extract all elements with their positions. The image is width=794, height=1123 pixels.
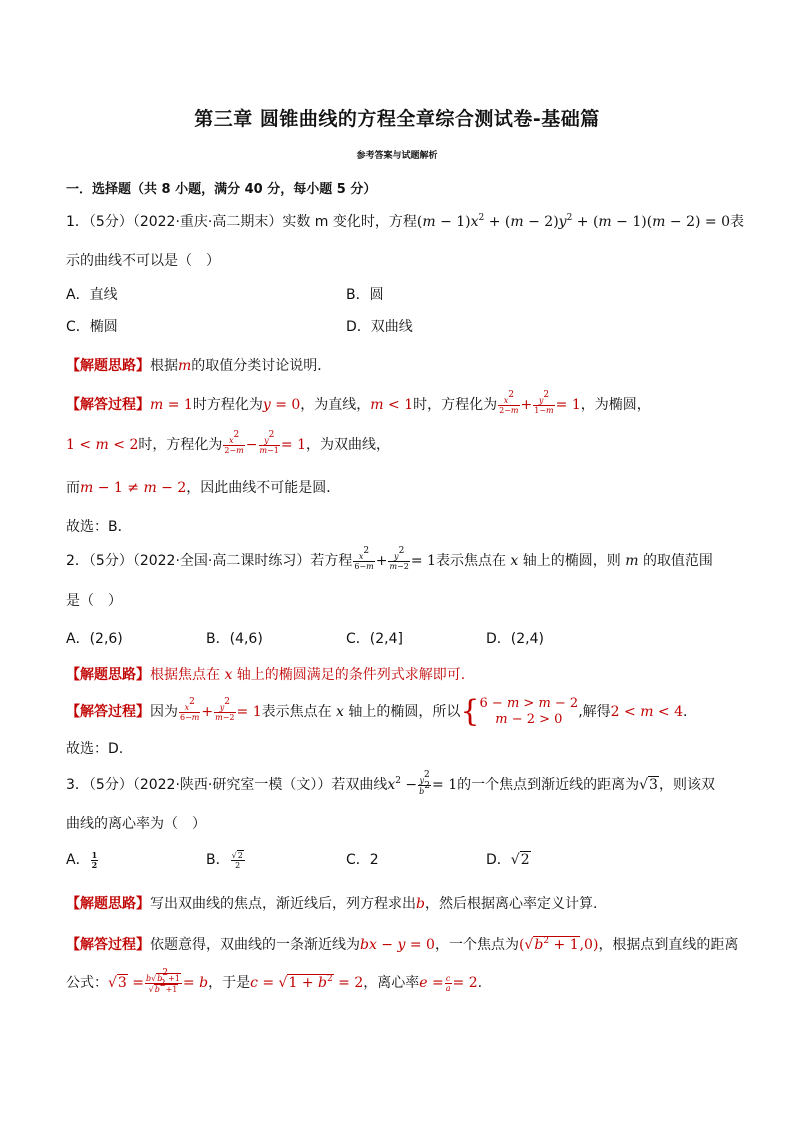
- q1-option-d: D．双曲线: [346, 319, 413, 335]
- q1-p3-a: 而: [66, 480, 80, 496]
- q2-stem-b: 表示焦点在: [435, 553, 506, 569]
- q3-option-b: B． $\frac{√2}{2}$: [206, 850, 243, 870]
- q2-process-a: 因为: [150, 704, 178, 720]
- q1-p1-a: 时方程化为: [192, 397, 263, 413]
- q1-p1-b: ，为直线，: [300, 397, 371, 413]
- q1-process-line2: 1 < m < 2时，方程化为 $\frac{x^2}{2-m}$ − $\frac{y^2}{m-1}$ = 1，为双曲线，: [66, 430, 390, 455]
- q3-thinking: 【解题思路】写出双曲线的焦点，渐近线后，列方程求出b，然后根据离心率定义计算.: [66, 896, 598, 912]
- q1-stem-a: 1．（5分）（2022·重庆·高二期末）实数 m 变化时，方程: [66, 214, 417, 230]
- q1-thinking-a: 根据: [150, 358, 178, 374]
- q1-stem-c: 示的曲线不可以是（ ）: [66, 253, 220, 269]
- q1-p3-b: ，因此曲线不可能是圆．: [186, 480, 341, 496]
- q1-equation: $(m - 1)x^2 + (m - 2)y^2 + (m - 1)(m - 2) = 0$: [416, 213, 730, 230]
- q1-stem-line1: [66, 211, 744, 231]
- q1-option-a: A．直线: [66, 287, 118, 303]
- q1-answer: 故选：B．: [66, 519, 132, 535]
- q1-thinking-tag: 【解题思路】: [66, 358, 150, 374]
- q3-l2-a: 公式：: [66, 975, 108, 991]
- q3-stem-line1: 3．（5分）（2022·陕西·研究室一模（文））若双曲线$x^2$ − $\frac{y^2}{b^2}$ = 1的一个焦点到渐近线的距离为√3，则该双: [66, 769, 715, 796]
- q2-process-tag: 【解答过程】: [66, 704, 150, 720]
- q2-thinking-tag: 【解题思路】: [66, 667, 150, 683]
- q3-l2-b: ，于是: [208, 975, 251, 991]
- q1-option-c: C．椭圆: [66, 319, 118, 335]
- q2-equation: $\frac{x^2}{6-m}$ + $\frac{y^2}{m-2}$ = 1: [354, 546, 436, 571]
- q2-process: 【解答过程】因为 $\frac{x^2}{6-m}$ + $\frac{y^2}{m-2}$ = 1表示焦点在 x 轴上的椭圆，所以{ 6 − m > m − 2 m − 2 > 0 ,解得2 < m < 4.: [66, 694, 688, 729]
- q2-process-d: ,解得: [578, 704, 611, 720]
- q3-process-a: 依题意得，双曲线的一条渐近线为: [150, 937, 360, 953]
- q3-process-line1: 【解答过程】依题意得，双曲线的一条渐近线为bx − y = 0，一个焦点为$(√b^2 + 1,0)$，根据点到直线的距离: [66, 936, 739, 953]
- q2-thinking-b: 轴上的椭圆满足的条件列式求解即可.: [236, 667, 466, 683]
- q2-stem-line1: 2．（5分）（2022·全国·高二课时练习）若方程 $\frac{x^2}{6-m}$ + $\frac{y^2}{m-2}$ = 1表示焦点在 x 轴上的椭圆，则 m 的取值范围: [66, 546, 713, 571]
- q3-stem-d: 曲线的离心率为（ ）: [66, 816, 206, 832]
- q3-l2-c: ，离心率: [363, 975, 420, 991]
- section-heading: 一．选择题（共 8 小题，满分 40 分，每小题 5 分）: [66, 182, 377, 197]
- q3-process-c: ，根据点到直线的距离: [598, 937, 739, 953]
- q1-p1-c: 时，方程化为: [413, 397, 498, 413]
- q1-option-b: B．圆: [346, 287, 384, 303]
- q2-stem-d: 的取值范围: [642, 553, 713, 569]
- page-title: 第三章 圆锥曲线的方程全章综合测试卷-基础篇: [194, 108, 600, 130]
- q2-option-d: D．(2,4): [486, 631, 544, 647]
- q2-option-b: B．(4,6): [206, 631, 263, 647]
- q3-stem-b: 的一个焦点到渐近线的距离为: [457, 777, 640, 793]
- q3-thinking-tag: 【解题思路】: [66, 896, 150, 912]
- q2-thinking-a: 根据焦点在: [150, 667, 220, 683]
- q3-thinking-a: 写出双曲线的焦点，渐近线后，列方程求出: [150, 896, 416, 912]
- page-subtitle: 参考答案与试题解析: [356, 151, 438, 161]
- q3-equation: $x^2$ − $\frac{y^2}{b^2}$ = 1: [387, 769, 458, 796]
- q1-var-m: m: [178, 358, 192, 374]
- q1-stem-b: 表: [729, 214, 744, 230]
- q2-process-b: 表示焦点在: [261, 704, 332, 720]
- q1-thinking: [66, 355, 331, 375]
- q3-option-d: D．√2: [486, 852, 530, 868]
- q2-system: { 6 − m > m − 2 m − 2 > 0: [460, 694, 579, 729]
- q3-thinking-b: ，然后根据离心率定义计算.: [424, 896, 598, 912]
- q2-process-c: 轴上的椭圆，所以: [348, 704, 461, 720]
- q2-stem-a: 2．（5分）（2022·全国·高二课时练习）若方程: [66, 553, 353, 569]
- q3-process-tag: 【解答过程】: [66, 937, 150, 953]
- q1-p1-d: ，为椭圆，: [580, 397, 651, 413]
- q3-stem-a: 3．（5分）（2022·陕西·研究室一模（文））若双曲线: [66, 777, 388, 793]
- q1-p2-b: ，为双曲线，: [305, 437, 390, 453]
- q1-process-tag: 【解答过程】: [66, 397, 150, 413]
- q1-hyperbola-eq: $\frac{x^2}{2-m}$ − $\frac{y^2}{m-1}$ = 1: [224, 430, 306, 455]
- q1-thinking-b: 的取值分类讨论说明．: [191, 358, 332, 374]
- q2-stem-c: 轴上的椭圆，则: [522, 553, 621, 569]
- q3-stem-c: ，则该双: [658, 777, 715, 793]
- q2-answer: 故选：D.: [66, 741, 124, 757]
- q1-ellipse-eq: $\frac{x^2}{2-m}$ + $\frac{y^2}{1-m}$ = 1: [499, 390, 581, 415]
- q2-option-a: A．(2,6): [66, 631, 123, 647]
- q1-process-line1: 【解答过程】m = 1时方程化为y = 0，为直线，m < 1时，方程化为 $\frac{x^2}{2-m}$ + $\frac{y^2}{1-m}$ = 1，为椭圆，: [66, 390, 651, 415]
- q2-option-c: C．(2,4]: [346, 631, 403, 647]
- q1-p2-a: 时，方程化为: [138, 437, 223, 453]
- q3-l2-d: .: [477, 975, 483, 991]
- q2-thinking: 【解题思路】根据焦点在 x 轴上的椭圆满足的条件列式求解即可.: [66, 667, 466, 683]
- q2-stem-e: 是（ ）: [66, 593, 122, 609]
- q3-process-b: ，一个焦点为: [434, 937, 519, 953]
- q3-option-a: A． $\frac{1}{2}$: [66, 849, 98, 870]
- q3-process-line2: 公式：√3 = $\frac{b√b^2+1}{√b^2+1}$ = b，于是$c = √1 + b^2 = 2$，离心率e = $\frac{c}{a}$ = 2.: [66, 967, 483, 994]
- q3-option-c: C．2: [346, 852, 379, 868]
- q1-process-line3: 而m − 1 ≠ m − 2，因此曲线不可能是圆．: [66, 480, 341, 496]
